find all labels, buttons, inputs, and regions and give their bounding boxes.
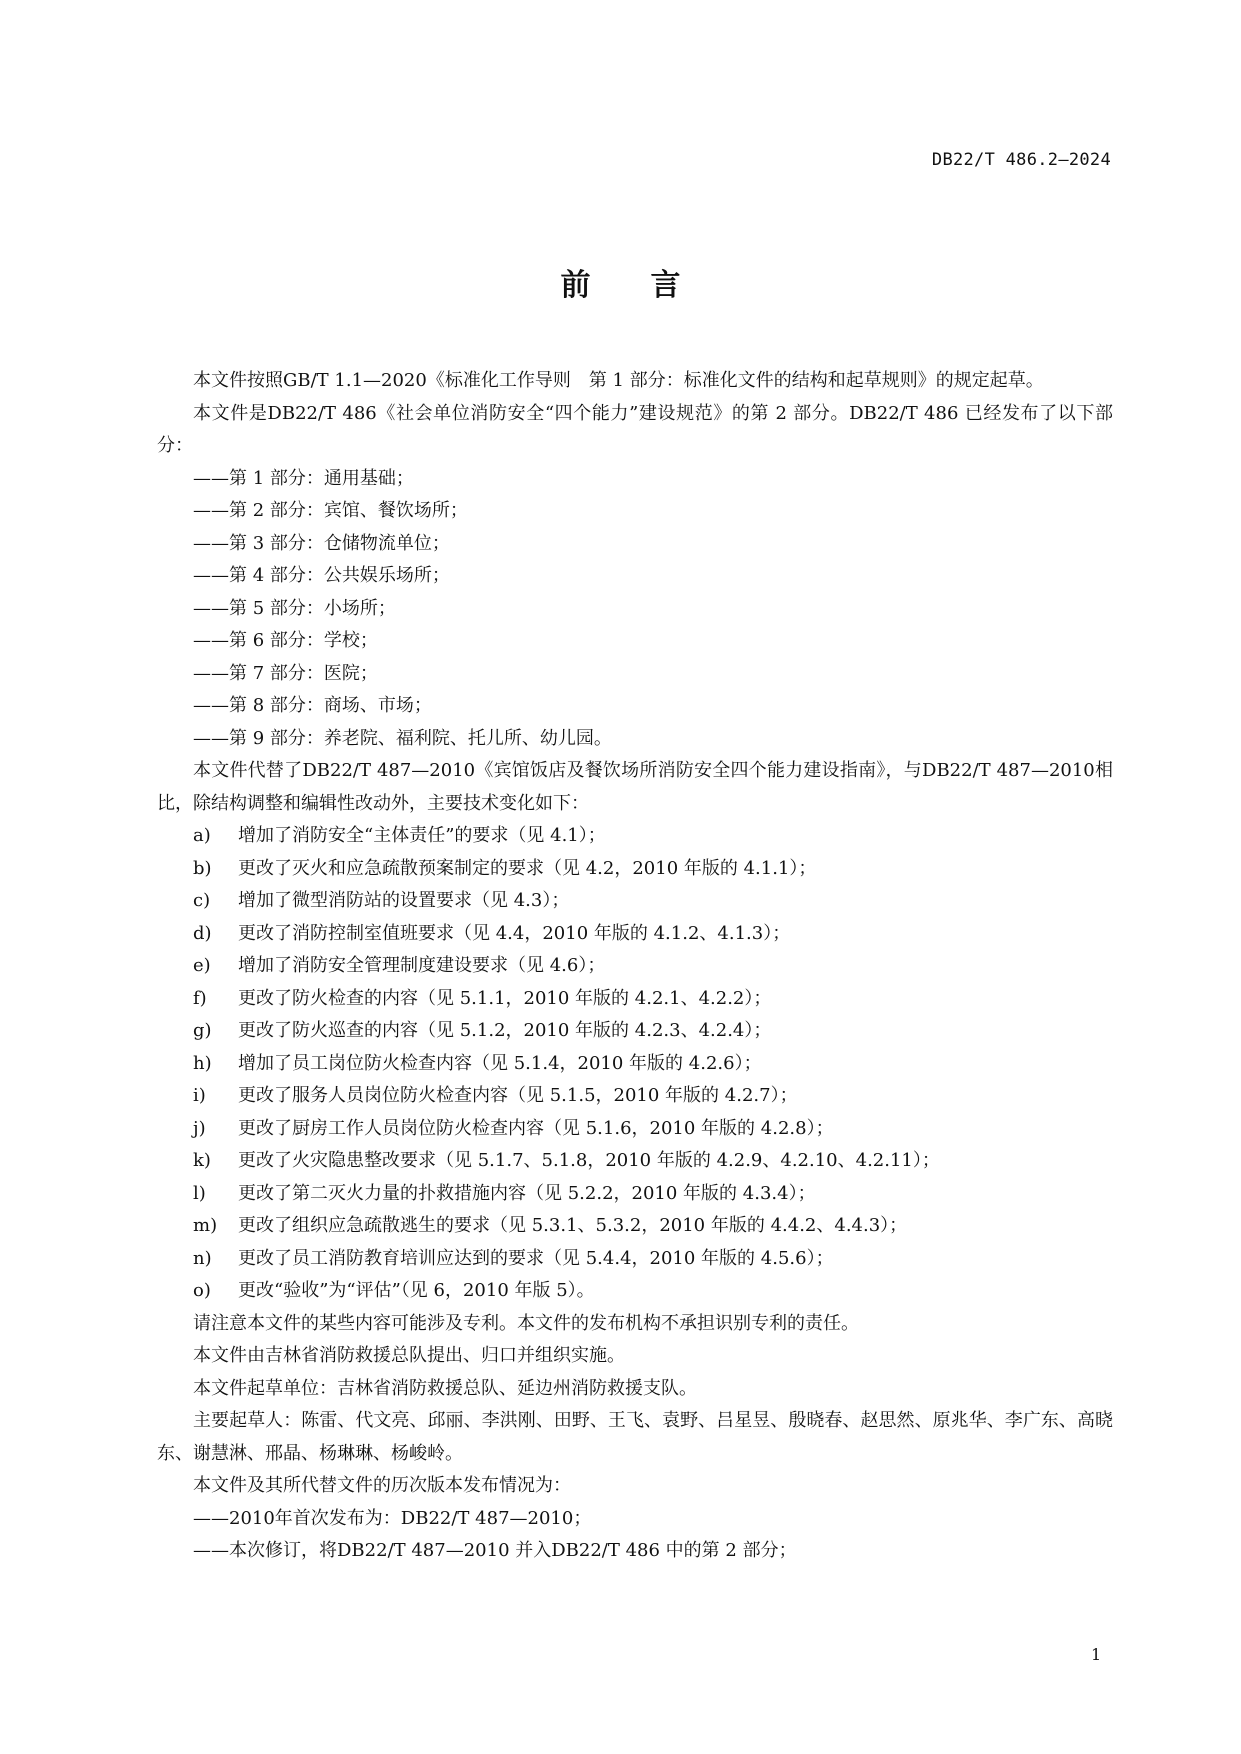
change-label: d)	[193, 922, 212, 944]
main-drafters: 主要起草人：陈雷、代文亮、邱丽、李洪刚、田野、王飞、袁野、吕星昱、殷晓春、赵思然、原兆华、李广东、高晓东、谢慧淋、邢晶、杨琳琳、杨峻岭。	[157, 1410, 1113, 1464]
part-item: ——第 9 部分：养老院、福利院、托儿所、幼儿园。	[193, 727, 612, 749]
page-title: 前言	[560, 268, 741, 303]
change-item	[157, 885, 1113, 918]
history-list	[157, 1503, 1113, 1568]
part-item: ——第 5 部分：小场所；	[193, 597, 396, 619]
part-item: ——第 1 部分：通用基础；	[193, 467, 414, 489]
change-text: 更改了第二灭火力量的扑救措施内容（见 5.2.2，2010 年版的 4.3.4）；	[238, 1182, 816, 1204]
change-label: h)	[193, 1052, 212, 1074]
part-item: ——第 6 部分：学校；	[193, 630, 378, 651]
change-label: n)	[193, 1247, 212, 1269]
part-item: ——第 2 部分：宾馆、餐饮场所；	[193, 500, 468, 521]
change-label: l)	[193, 1182, 206, 1204]
change-text: 更改了防火巡查的内容（见 5.1.2，2010 年版的 4.2.3、4.2.4）；	[238, 1020, 772, 1041]
change-text: 更改了服务人员岗位防火检查内容（见 5.1.5，2010 年版的 4.2.7）；	[238, 1085, 798, 1106]
change-text: 更改了火灾隐患整改要求（见 5.1.7、5.1.8，2010 年版的 4.2.9、4.2.10、4.2.11）；	[238, 1150, 940, 1171]
change-text: 增加了员工岗位防火检查内容（见 5.1.4，2010 年版的 4.2.6）；	[238, 1052, 762, 1074]
change-text: 增加了消防安全管理制度建设要求（见 4.6）；	[238, 955, 606, 976]
change-text: 更改了灭火和应急疏散预案制定的要求（见 4.2，2010 年版的 4.1.1）；	[238, 857, 817, 879]
change-label: e)	[193, 955, 211, 976]
part-item: ——第 4 部分：公共娱乐场所；	[193, 565, 450, 586]
change-item	[157, 853, 1113, 886]
change-text: 更改了员工消防教育培训应达到的要求（见 5.4.4，2010 年版的 4.5.6）；	[238, 1247, 834, 1269]
part-item: ——第 8 部分：商场、市场；	[193, 695, 432, 716]
history-intro: 本文件及其所代替文件的历次版本发布情况为：	[193, 1475, 571, 1496]
drafting-units: 本文件起草单位：吉林省消防救援总队、延边州消防救援支队。	[193, 1377, 697, 1399]
change-item	[157, 1275, 1113, 1308]
foreword-body	[157, 365, 1113, 1568]
change-item	[157, 983, 1113, 1016]
change-text: 增加了微型消防站的设置要求（见 4.3）；	[238, 890, 570, 911]
change-item	[157, 1178, 1113, 1211]
change-label: a)	[193, 825, 211, 846]
change-text: 增加了消防安全“主体责任”的要求（见 4.1）；	[238, 825, 606, 846]
change-item	[157, 950, 1113, 983]
change-label: i)	[193, 1085, 206, 1106]
change-text: 更改了厨房工作人员岗位防火检查内容（见 5.1.6，2010 年版的 4.2.8）；	[238, 1117, 834, 1139]
parts-list	[157, 463, 1113, 756]
change-item	[157, 1048, 1113, 1081]
history-item: ——本次修订，将DB22/T 487—2010 并入DB22/T 486 中的第 2 部分；	[193, 1540, 797, 1561]
history-item: ——2010年首次发布为：DB22/T 487—2010；	[193, 1507, 592, 1529]
change-label: b)	[193, 857, 212, 879]
change-item	[157, 1080, 1113, 1113]
change-text: 更改了组织应急疏散逃生的要求（见 5.3.1、5.3.2，2010 年版的 4.4.2、4.4.3）；	[238, 1215, 908, 1236]
change-label: k)	[193, 1150, 211, 1171]
proposer-statement: 本文件由吉林省消防救援总队提出、归口并组织实施。	[193, 1345, 625, 1366]
change-item	[157, 1243, 1113, 1276]
change-text: 更改了防火检查的内容（见 5.1.1，2010 年版的 4.2.1、4.2.2）；	[238, 987, 772, 1009]
intro-paragraph: 本文件按照GB/T 1.1—2020《标准化工作导则 第 1 部分：标准化文件的结构和起草规则》的规定起草。	[193, 370, 1044, 391]
change-label: o)	[193, 1280, 211, 1301]
change-item	[157, 1113, 1113, 1146]
part-item: ——第 3 部分：仓储物流单位；	[193, 532, 450, 554]
replacement-paragraph: 本文件代替了DB22/T 487—2010《宾馆饭店及餐饮场所消防安全四个能力建设指南》，与DB22/T 487—2010相比，除结构调整和编辑性改动外，主要技术变化如下：	[157, 760, 1113, 814]
changes-list	[157, 820, 1113, 1308]
change-label: j)	[193, 1117, 206, 1139]
change-item	[157, 820, 1113, 853]
page-number: 1	[1091, 1645, 1102, 1664]
change-item	[157, 1015, 1113, 1048]
change-text: 更改“验收”为“评估”（见 6，2010 年版 5）。	[238, 1280, 595, 1301]
change-item	[157, 1210, 1113, 1243]
change-item	[157, 1145, 1113, 1178]
change-label: g)	[193, 1020, 212, 1041]
change-item	[157, 918, 1113, 951]
patent-notice: 请注意本文件的某些内容可能涉及专利。本文件的发布机构不承担识别专利的责任。	[193, 1312, 859, 1334]
change-label: f)	[193, 987, 207, 1009]
change-label: c)	[193, 890, 211, 911]
intro-paragraph: 本文件是DB22/T 486《社会单位消防安全“四个能力”建设规范》的第 2 部分。DB22/T 486 已经发布了以下部分：	[157, 402, 1113, 456]
change-text: 更改了消防控制室值班要求（见 4.4，2010 年版的 4.1.2、4.1.3）；	[238, 922, 791, 944]
part-item: ——第 7 部分：医院；	[193, 662, 378, 684]
change-label: m)	[193, 1215, 218, 1236]
document-code: DB22/T 486.2—2024	[931, 150, 1111, 170]
